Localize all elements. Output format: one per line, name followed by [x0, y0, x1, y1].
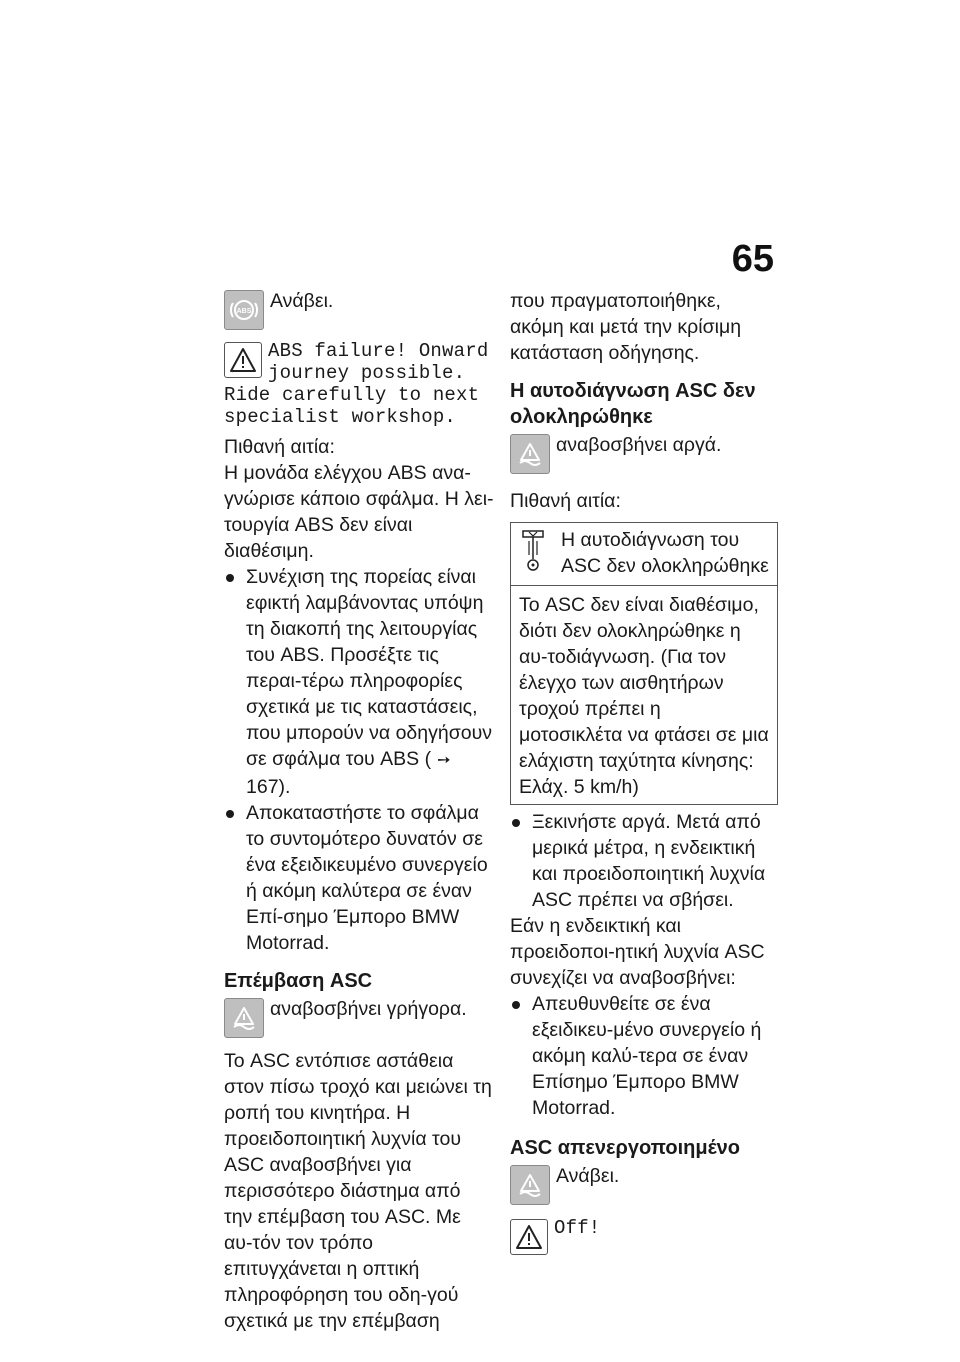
- bullet-text: Συνέχιση της πορείας είναι εφικτή λαμβάνοντας υπόψη τη διακοπή της λειτουργίας του ABS. Προσέξτε τις περαι-τέρω πληροφορίες σχετικά με τις καταστάσεις, που μπορούν να οδηγήσουν σε σφάλμα του ABS (: [246, 566, 493, 770]
- asc-intervention-text: Το ASC εντόπισε αστάθεια στον πίσω τροχό και μειώνει τη ροπή του κινητήρα. Η προειδοποιητική λυχνία του ASC αναβοσβήνει για περισσότερο διάστημα από την επέμβαση του ASC. Με αυ-τόν τον τρόπο επιτυγχάνεται η οπτική πληροφόρηση του οδη-γού σχετικά με την επέμβαση: [224, 1050, 492, 1332]
- asc-fast-text: αναβοσβήνει γρήγορα.: [270, 998, 467, 1020]
- info-table-title: Η αυτοδιάγνωση του ASC δεν ολοκληρώθηκε: [561, 529, 769, 577]
- continued-text: που πραγματοποιήθηκε, ακόμη και μετά την κρίσιμη κατάσταση οδήγησης.: [510, 290, 742, 364]
- asc-slow-row: [510, 432, 778, 474]
- info-table: [510, 522, 778, 805]
- info-table-body: Το ASC δεν είναι διαθέσιμο, διότι δεν ολοκληρώθηκε η αυ-τοδιάγνωση. (Για τον έλεγχο των αισθητήρων τροχού πρέπει η μοτοσικλέτα να φτάσει σε μια ελάχιστη ταχύτητα κίνησης: Ελάχ. 5 km/h): [519, 594, 769, 798]
- suspension-sensor-icon: [519, 529, 547, 573]
- general-warning-triangle-icon: [510, 1219, 548, 1255]
- asc-warning-icon: [510, 434, 550, 474]
- list-item: Ξεκινήστε αργά. Μετά από μερικά μέτρα, η ενδεικτική και προειδοποιητική λυχνία ASC πρέπει να σβήσει.: [510, 809, 778, 913]
- svg-text:ABS: ABS: [236, 308, 252, 315]
- abs-cause-text: Η μονάδα ελέγχου ABS ανα-γνώρισε κάποιο σφάλμα. Η λει-τουργία ABS δεν είναι διαθέσιμη.: [224, 462, 494, 562]
- asc-disabled-row: [510, 1163, 778, 1205]
- asc-warning-icon: [510, 1165, 550, 1205]
- right-column: [510, 288, 778, 1255]
- page-reference-arrow-icon: ➙: [437, 752, 451, 769]
- bullet-page-ref: 167).: [246, 776, 291, 798]
- abs-warning-line-1: ABS failure! Onward: [268, 340, 489, 362]
- list-item: [224, 564, 494, 800]
- abs-warning-line-2: journey possible.: [268, 362, 466, 384]
- abs-warning-line-4: specialist workshop.: [224, 406, 457, 428]
- info-table-header: [511, 523, 777, 586]
- abs-warning-icon: [224, 290, 264, 330]
- left-column: [224, 288, 494, 1334]
- asc-disabled-lights-text: Ανάβει.: [556, 1165, 620, 1187]
- selfdiag-bullet-list: [510, 809, 778, 913]
- asc-disabled-heading: ASC απενεργοποιημένο: [510, 1137, 740, 1159]
- possible-cause-label: Πιθανή αιτία:: [224, 436, 335, 458]
- asc-fast-row: [224, 996, 494, 1038]
- list-item: Αποκαταστήστε το σφάλμα το συντομότερο δυνατόν σε ένα εξειδικευμένο συνεργείο ή ακόμη καλύτερα σε έναν Επί-σημο Έμπορο BMW Motorrad.: [224, 800, 494, 956]
- asc-intervention-heading: Επέμβαση ASC: [224, 970, 373, 992]
- possible-cause-label: Πιθανή αιτία:: [510, 490, 621, 512]
- asc-warning-icon: [224, 998, 264, 1038]
- workshop-bullet-list: [510, 991, 778, 1121]
- general-warning-triangle-icon: [224, 342, 262, 378]
- asc-slow-text: αναβοσβήνει αργά.: [556, 434, 722, 456]
- abs-bullet-list: [224, 564, 494, 956]
- asc-off-message-row: [510, 1217, 778, 1255]
- page-number: 65: [731, 238, 774, 280]
- selfdiag-heading: Η αυτοδιάγνωση ASC δεν ολοκληρώθηκε: [510, 380, 756, 428]
- if-continues-text: Εάν η ενδεικτική και προειδοποι-ητική λυχνία ASC συνεχίζει να αναβοσβήνει:: [510, 915, 765, 989]
- abs-warning-message: [224, 340, 494, 428]
- abs-warning-line-3: Ride carefully to next: [224, 384, 480, 406]
- abs-lights-text: Ανάβει.: [270, 290, 334, 312]
- abs-lights-row: [224, 288, 494, 330]
- list-item: Απευθυνθείτε σε ένα εξειδικευ-μένο συνεργείο ή ακόμη καλύ-τερα σε έναν Επίσημο Έμπορο BMW Motorrad.: [510, 991, 778, 1121]
- asc-off-message: Off!: [554, 1217, 601, 1239]
